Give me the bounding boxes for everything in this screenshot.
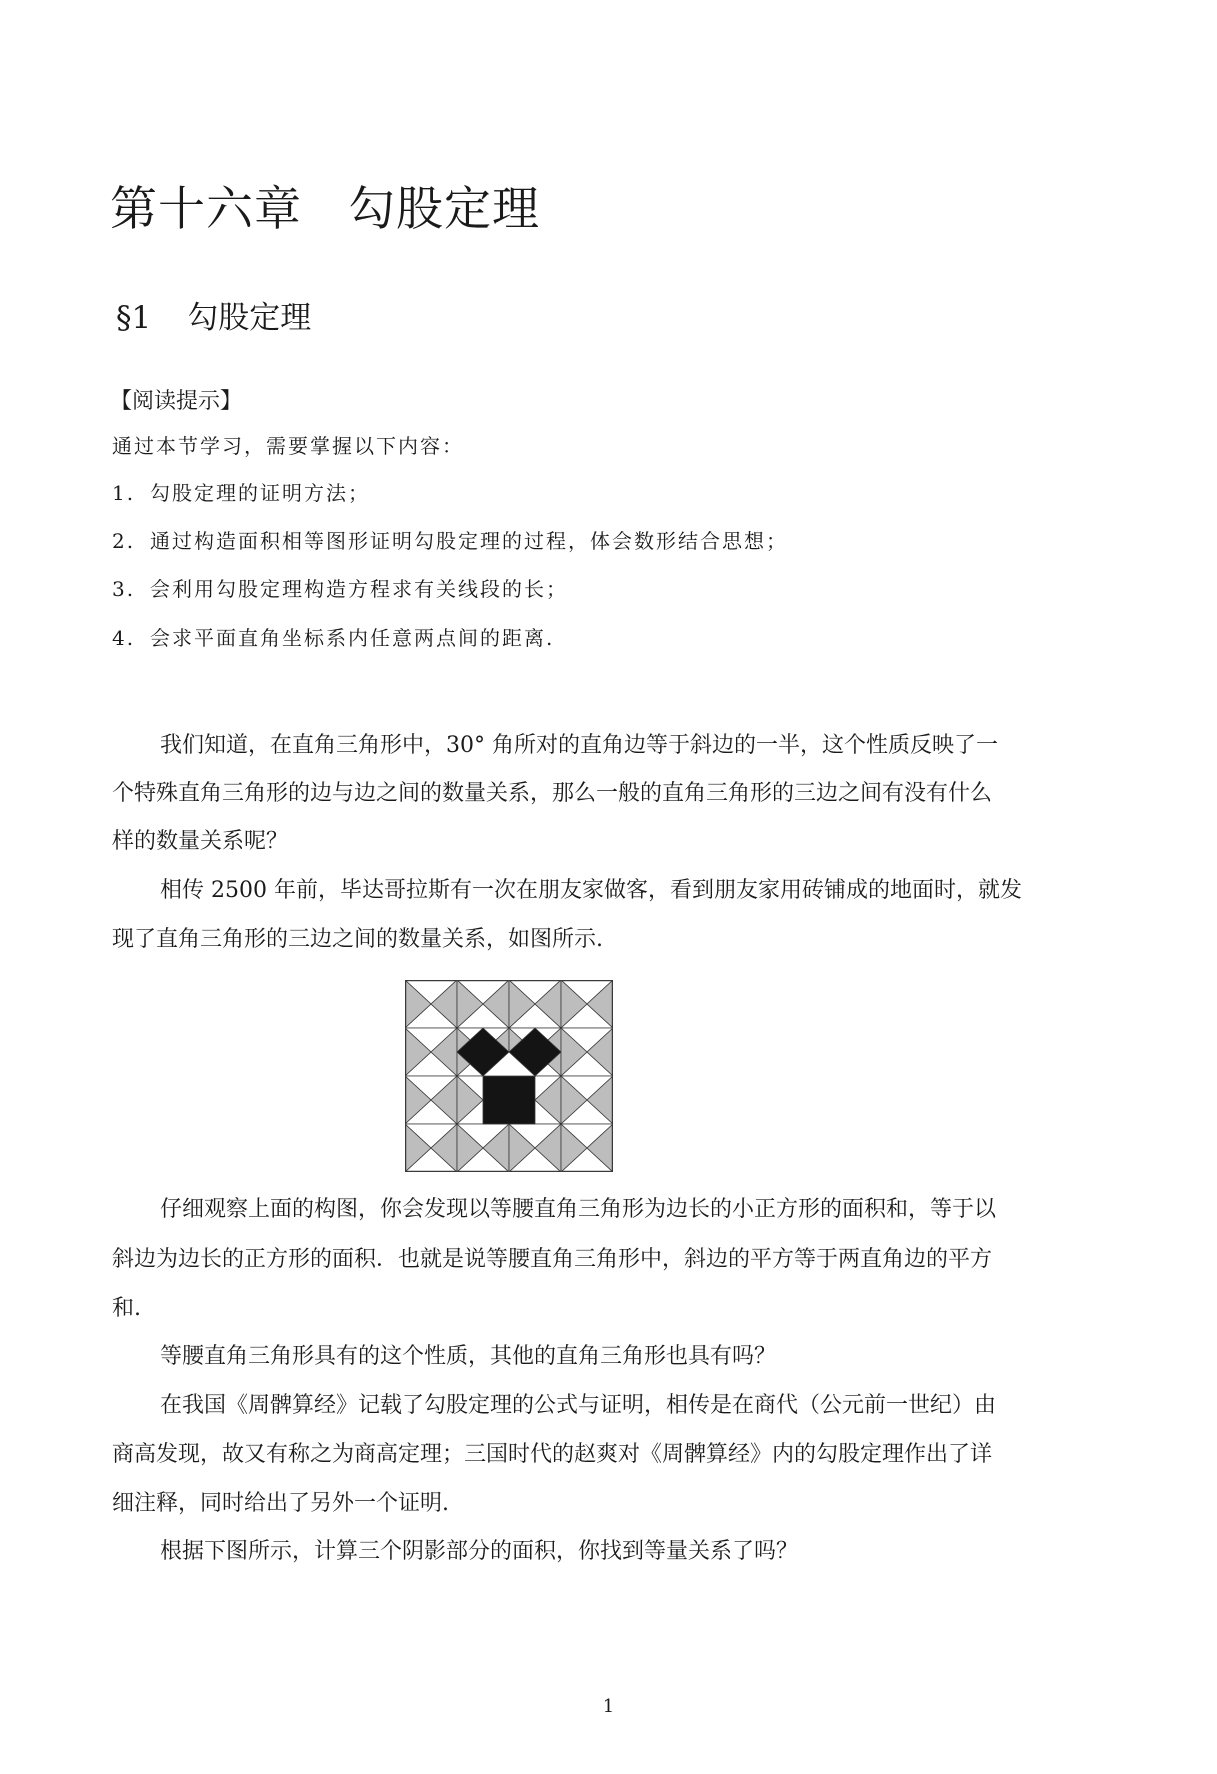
reading-hint-heading: 【阅读提示】 [110,389,243,414]
item-number: 2. [112,529,136,553]
reading-hint-item [112,573,568,602]
paragraph-line: 仔细观察上面的构图，你会发现以等腰直角三角形为边长的小正方形的面积和，等于以 [160,1197,997,1222]
item-text: 通过构造面积相等图形证明勾股定理的过程，体会数形结合思想； [150,529,788,553]
item-text: 会求平面直角坐标系内任意两点间的距离. [150,626,555,650]
item-text: 勾股定理的证明方法； [150,481,370,505]
reading-hint-intro: 通过本节学习，需要掌握以下内容： [112,434,464,458]
paragraph-line: 在我国《周髀算经》记载了勾股定理的公式与证明，相传是在商代（公元前一世纪）由 [160,1393,997,1418]
paragraph-line: 商高发现，故又有称之为商高定理；三国时代的赵爽对《周髀算经》内的勾股定理作出了详 [112,1442,993,1467]
paragraph-line: 相传 2500 年前，毕达哥拉斯有一次在朋友家做客，看到朋友家用砖铺成的地面时，就发 [160,878,1022,903]
paragraph-line: 根据下图所示，计算三个阴影部分的面积，你找到等量关系了吗？ [160,1539,799,1564]
item-text: 会利用勾股定理构造方程求有关线段的长； [150,577,568,601]
chapter-number: 第十六章 [110,182,302,237]
paragraph-line: 现了直角三角形的三边之间的数量关系，如图所示. [112,927,603,952]
item-number: 1. [112,481,136,505]
paragraph-line: 和. [112,1296,141,1321]
section-title [116,292,311,337]
reading-hint-item [112,622,554,651]
reading-hint-item [112,477,370,506]
page-number: 1 [602,1696,615,1717]
paragraph-line: 样的数量关系呢？ [112,829,289,854]
section-name: 勾股定理 [187,300,312,336]
item-number: 3. [112,577,136,601]
paragraph-line: 个特殊直角三角形的边与边之间的数量关系，那么一般的直角三角形的三边之间有没有什么 [112,781,993,806]
large-shaded-square [483,1076,535,1124]
chapter-title [110,172,540,239]
reading-hint-item [112,525,788,554]
chapter-name: 勾股定理 [348,182,540,237]
item-number: 4. [112,626,136,650]
paragraph-line: 等腰直角三角形具有的这个性质，其他的直角三角形也具有吗？ [160,1344,777,1369]
section-number: §1 [116,300,152,336]
paragraph-line: 斜边为边长的正方形的面积．也就是说等腰直角三角形中，斜边的平方等于两直角边的平方 [112,1247,993,1272]
pythagoras-tile-figure [405,980,613,1172]
paragraph-line: 细注释，同时给出了另外一个证明. [112,1491,449,1516]
paragraph-line: 我们知道，在直角三角形中，30° 角所对的直角边等于斜边的一半，这个性质反映了一 [160,733,998,758]
